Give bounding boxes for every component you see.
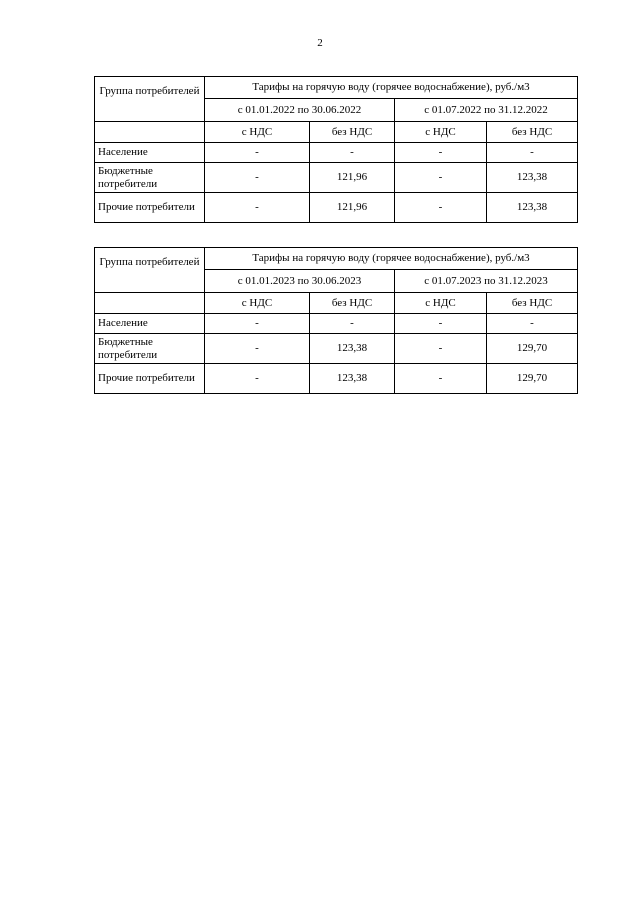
row-label-cell: Население (95, 314, 205, 334)
tariff-header-cell: Тарифы на горячую воду (горячее водоснабжение), руб./м3 (205, 248, 578, 270)
value-cell: 123,38 (487, 163, 578, 193)
value-cell: 123,38 (487, 193, 578, 223)
value-cell: - (310, 143, 395, 163)
table-row (95, 163, 578, 193)
row-label-cell: Бюджетные потребители (95, 334, 205, 364)
vat-header-cell: без НДС (487, 293, 578, 314)
period-header-cell: с 01.07.2023 по 31.12.2023 (395, 270, 578, 293)
group-header-cell: Группа потребителей (95, 248, 205, 293)
table-row (95, 143, 578, 163)
tariff-table-2023 (94, 247, 578, 394)
table-row (95, 193, 578, 223)
page-number: 2 (317, 37, 323, 49)
table-row (95, 314, 578, 334)
value-cell: 129,70 (487, 334, 578, 364)
value-cell: 123,38 (310, 334, 395, 364)
vat-header-cell: с НДС (205, 293, 310, 314)
value-cell: 129,70 (487, 364, 578, 394)
table-row (95, 364, 578, 394)
vat-header-cell: без НДС (487, 122, 578, 143)
value-cell: - (487, 143, 578, 163)
value-cell: - (395, 314, 487, 334)
value-cell: - (205, 193, 310, 223)
value-cell: - (205, 143, 310, 163)
row-label-cell: Бюджетные потребители (95, 163, 205, 193)
tariff-table-2022 (94, 76, 578, 223)
empty-cell (95, 293, 205, 314)
value-cell: - (395, 364, 487, 394)
period-header-cell: с 01.01.2022 по 30.06.2022 (205, 99, 395, 122)
period-header-cell: с 01.01.2023 по 30.06.2023 (205, 270, 395, 293)
table-row (95, 334, 578, 364)
vat-header-cell: с НДС (395, 122, 487, 143)
value-cell: - (205, 364, 310, 394)
value-cell: - (395, 143, 487, 163)
vat-header-cell: с НДС (205, 122, 310, 143)
vat-header-cell: без НДС (310, 122, 395, 143)
value-cell: - (205, 163, 310, 193)
value-cell: - (205, 334, 310, 364)
value-cell: - (205, 314, 310, 334)
value-cell: 121,96 (310, 193, 395, 223)
vat-header-cell: с НДС (395, 293, 487, 314)
row-label-cell: Население (95, 143, 205, 163)
value-cell: - (310, 314, 395, 334)
vat-header-cell: без НДС (310, 293, 395, 314)
value-cell: 123,38 (310, 364, 395, 394)
tariff-header-cell: Тарифы на горячую воду (горячее водоснабжение), руб./м3 (205, 77, 578, 99)
row-label-cell: Прочие потребители (95, 364, 205, 394)
empty-cell (95, 122, 205, 143)
period-header-cell: с 01.07.2022 по 31.12.2022 (395, 99, 578, 122)
value-cell: 121,96 (310, 163, 395, 193)
row-label-cell: Прочие потребители (95, 193, 205, 223)
value-cell: - (395, 334, 487, 364)
value-cell: - (395, 193, 487, 223)
group-header-cell: Группа потребителей (95, 77, 205, 122)
value-cell: - (395, 163, 487, 193)
value-cell: - (487, 314, 578, 334)
